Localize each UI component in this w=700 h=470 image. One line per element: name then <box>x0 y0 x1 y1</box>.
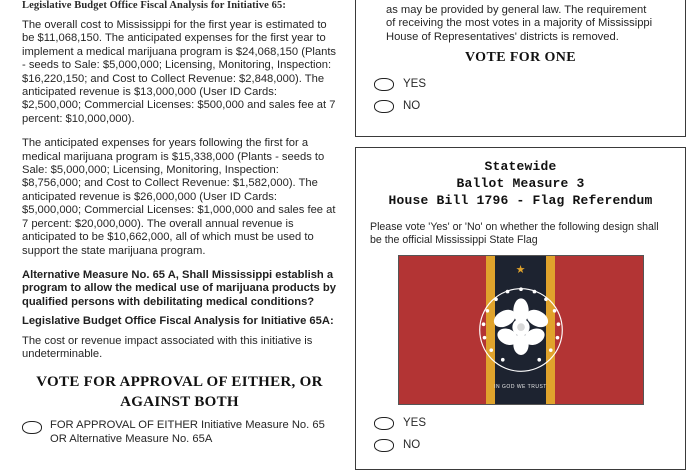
measure-2-box <box>355 0 686 137</box>
star-icon: ★ <box>515 264 526 277</box>
right-column <box>345 0 700 470</box>
vote-oval-icon[interactable] <box>374 417 394 430</box>
magnolia-blossom-icon <box>473 282 569 378</box>
flag-motto-text: IN GOD WE TRUST <box>494 384 547 391</box>
fiscal-analysis-text-65a: The cost or revenue impact associated with this initiative is undeterminable. <box>22 334 313 360</box>
measure-2-option-no[interactable] <box>374 98 671 113</box>
option-label: NO <box>403 438 421 451</box>
mississippi-flag-image <box>370 255 671 405</box>
fiscal-paragraph-year-one: The overall cost to Mississippi for the first year is estimated to be $11,068,150. The anticipated expenses for the first year to implement a medical marijuana program is $24,068,150 (Plants - seeds to Sale: $5,000,000; Licensing, Monitoring, Inspection: $16,220,150; and Cost to Collect Revenue: $2,848,000). The anticipated revenue is $13,000,000 (User ID Cards: $2,500,000; Commercial Licenses: $500,000 and sales fee at 7 percent: $10,000,000). <box>22 19 337 125</box>
ballot-choice-label: FOR APPROVAL OF EITHER Initiative Measure No. 65 OR Alternative Measure No. 65A <box>50 419 325 445</box>
fragment-line-2: receiving the most votes in a majority of Mississippi House <box>386 17 653 43</box>
fiscal-paragraph-following-years: The anticipated expenses for years following the first for a medical marijuana program is $15,338,000 (Plants - seeds to Sale: $5,000,000; Licensing, Monitoring, Inspection: $8,756,000; and Cost to Collect Revenue: $1,582,000). The anticipated revenue is $26,000,000 (User ID Cards: $5,000,000; Commercial Licenses: $1,000,000 and sales fee at 7 percent: $20,000,000). The overall annual revenue is anticipated to be $10,662,000, all of which must be used to support the state marijuana program. <box>22 137 336 257</box>
option-label: NO <box>403 99 421 112</box>
flag-graphic <box>398 255 644 405</box>
vote-for-one-heading: VOTE FOR ONE <box>464 50 577 66</box>
fragment-line-1: as may be provided by general law. The requirement of <box>386 4 647 30</box>
vote-oval-icon[interactable] <box>374 100 394 113</box>
fiscal-analysis-heading-65: Legislative Budget Office Fiscal Analysis for Initiative 65: <box>22 0 286 11</box>
left-column <box>0 0 345 470</box>
option-label: YES <box>403 416 427 429</box>
measure-2-fragment <box>386 4 657 44</box>
ballot-choice-approval-either[interactable] <box>22 419 337 446</box>
measure-3-title-line-3: House Bill 1796 - Flag Referendum <box>388 193 653 209</box>
vote-instruction-line-1: VOTE FOR APPROVAL OF EITHER, OR <box>36 374 323 391</box>
measure-3-title-line-2: Ballot Measure 3 <box>456 176 585 192</box>
vote-oval-icon[interactable] <box>22 421 42 434</box>
fragment-line-3: of Representatives' districts is removed. <box>421 30 619 43</box>
measure-3-option-yes[interactable] <box>374 415 671 430</box>
measure-3-option-no[interactable] <box>374 437 671 452</box>
measure-3-box <box>355 147 686 470</box>
measure-3-instruction: Please vote 'Yes' or 'No' on whether the following design shall be the official Mississippi State Flag <box>370 221 659 247</box>
fiscal-analysis-heading-65a: Legislative Budget Office Fiscal Analysis for Initiative 65A: <box>22 315 334 328</box>
alternative-measure-65a-text: Alternative Measure No. 65 A, Shall Mississippi establish a program to allow the medical use of marijuana products by qualified persons with debilitating medical conditions? <box>22 268 336 308</box>
measure-3-title-line-1: Statewide <box>484 159 557 175</box>
vote-instruction-line-2: AGAINST BOTH <box>120 394 239 411</box>
vote-oval-icon[interactable] <box>374 78 394 91</box>
measure-2-option-yes[interactable] <box>374 76 671 91</box>
flag-stripe-navy-center <box>495 256 546 404</box>
vote-oval-icon[interactable] <box>374 439 394 452</box>
option-label: YES <box>403 77 427 90</box>
